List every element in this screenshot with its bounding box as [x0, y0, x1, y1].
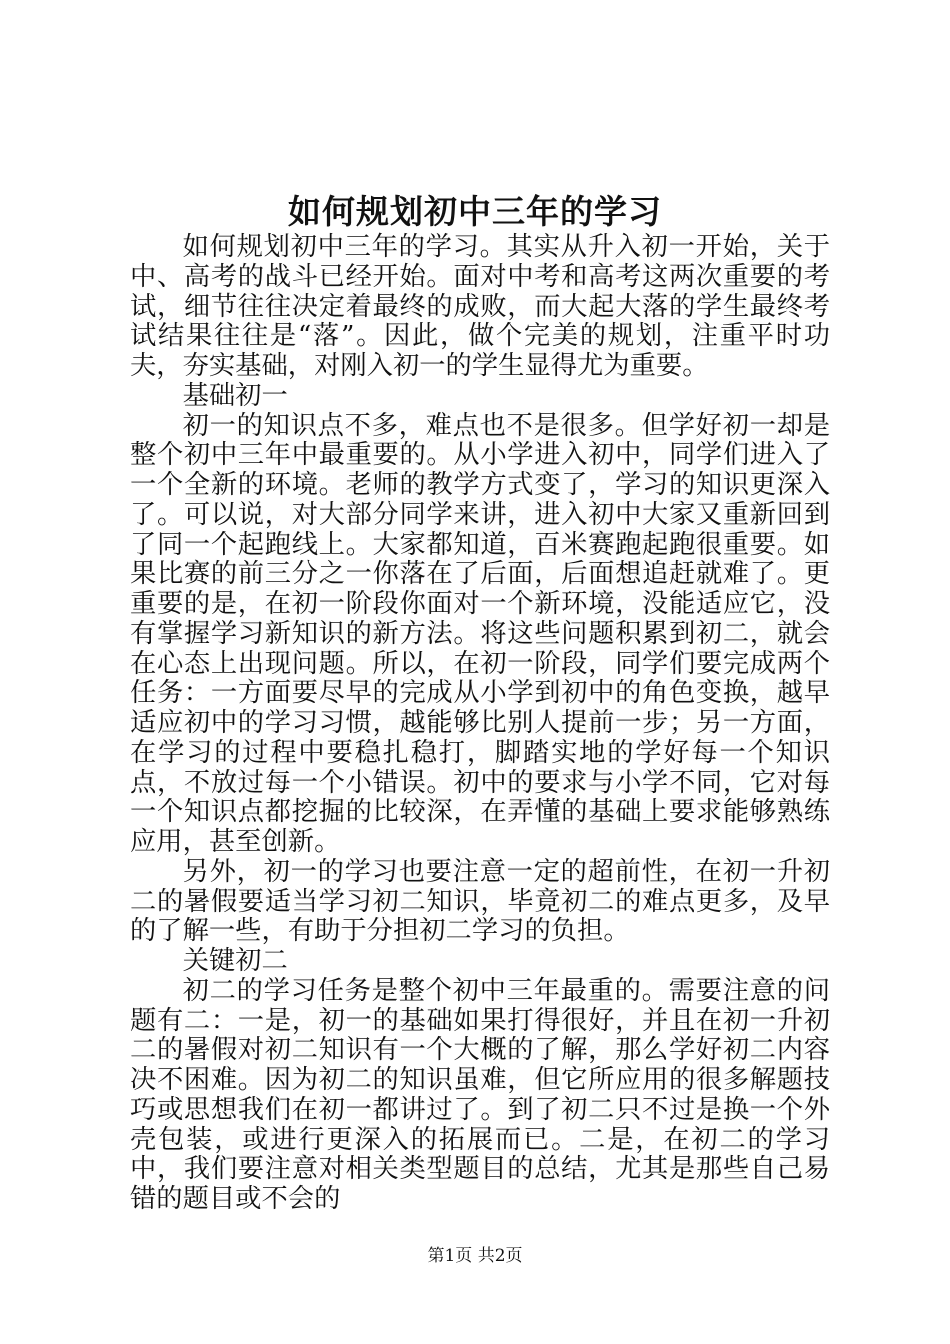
section-heading-grade2: 关键初二: [182, 946, 288, 976]
document-body: [130, 233, 830, 1215]
paragraph-intro: 如何规划初中三年的学习。其实从升入初一开始，关于中、高考的战斗已经开始。面对中考和高考这两次重要的考试，细节往往决定着最终的成败，而大起大落的学生最终考试结果往往是“落”。因此，做个完美的规划，注重平时功夫，夯实基础，对刚入初一的学生显得尤为重要。: [130, 232, 830, 381]
section-heading-grade1: 基础初一: [182, 380, 288, 411]
page-number-footer: 第1页 共2页: [427, 1246, 523, 1266]
paragraph-grade2-key: 初二的学习任务是整个初中三年最重的。需要注意的问题有二：一是，初一的基础如果打得很好，并且在初一升初二的暑假对初二知识有一个大概的了解，那么学好初二内容决不困难。因为初二的知识虽难，但它所应用的很多解题技巧或思想我们在初一都讲过了。到了初二只不过是换一个外壳包装，或进行更深入的拓展而已。二是，在初二的学习中，我们要注意对相关类型题目的总结，尤其是那些自己易错的题目或不会的: [130, 975, 830, 1214]
paragraph-grade1-foundation: 初一的知识点不多，难点也不是很多。但学好初一却是整个初中三年中最重要的。从小学进入初中，同学们进入了一个全新的环境。老师的教学方式变了，学习的知识更深入了。可以说，对大部分同学来讲，进入初中大家又重新回到了同一个起跑线上。大家都知道，百米赛跑起跑很重要。如果比赛的前三分之一你落在了后面，后面想追赶就难了。更重要的是，在初一阶段你面对一个新环境，没能适应它，没有掌握学习新知识的新方法。将这些问题积累到初二，就会在心态上出现问题。所以，在初一阶段，同学们要完成两个任务：一方面要尽早的完成从小学到初中的角色变换，越早适应初中的学习习惯，越能够比别人提前一步；另一方面，在学习的过程中要稳扎稳打，脚踏实地的学好每一个知识点，不放过每一个小错误。初中的要求与小学不同，它对每一个知识点都挖掘的比较深，在弄懂的基础上要求能够熟练应用，甚至创新。: [130, 410, 830, 857]
paragraph-grade1-advance: 另外，初一的学习也要注意一定的超前性，在初一升初二的暑假要适当学习初二知识，毕竟初二的难点更多，及早的了解一些，有助于分担初二学习的负担。: [130, 856, 830, 947]
page-title: 如何规划初中三年的学习: [288, 192, 662, 231]
